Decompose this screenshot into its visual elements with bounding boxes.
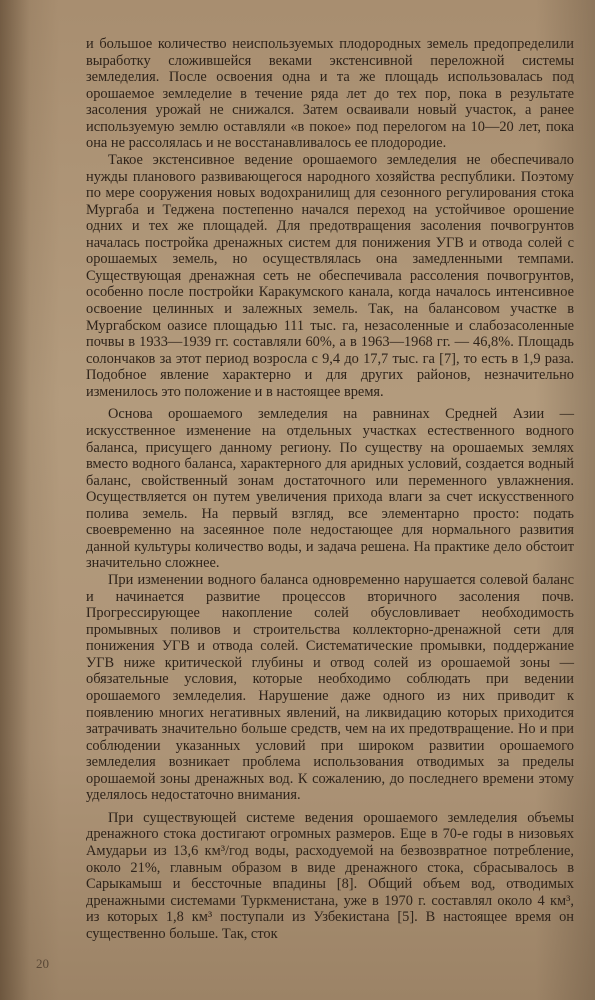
page-body-text: [86, 36, 574, 942]
paragraph-1: и большое количество неиспользуемых плодородных земель предопределили выработку сложившейся веками экстенсивной переложной системы земледелия. После освоения одна и та же площадь использовалась под орошаемое земледелие в течение ряда лет до тех пор, пока в результате засоления урожай не снижался. Затем осваивали новый участок, а ранее используемую землю оставляли «в покое» под перелогом на 10—20 лет, пока она не рассолялась и не восстанавливалось ее плодородие.: [86, 36, 574, 152]
paragraph-5: При существующей системе ведения орошаемого земледелия объемы дренажного стока достигают огромных размеров. Еще в 70-е годы в низовьях Амударьи из 13,6 км³/год воды, расходуемой на безвозвратное потребление, около 21%, главным образом в виде дренажного стока, сбрасывалось в Сарыкамыш и бессточные впадины [8]. Общий объем вод, отводимых дренажными системами Туркменистана, уже в 1970 г. составлял около 4 км³, из которых 1,8 км³ поступали из Узбекистана [5]. В настоящее время он существенно больше. Так, сток: [86, 809, 574, 942]
paragraph-2: Такое экстенсивное ведение орошаемого земледелия не обеспечивало нужды планового развивающегося народного хозяйства республики. Поэтому по мере сооружения новых водохранилищ для сезонного регулирования стока Мургаба и Теджена постепенно начался переход на устойчивое орошение одних и тех же площадей. Для предотвращения засоления почвогрунтов началась постройка дренажных систем для понижения УГВ и отвода солей с орошаемых земель, но осуществлялась она замедленными темпами. Существующая дренажная сеть не обеспечивала рассоления почвогрунтов, особенно после постройки Каракумского канала, когда началось интенсивное освоение целинных и залежных земель. Так, на балансовом участке в Мургабском оазисе площадью 111 тыс. га, незасоленные и слабозасоленные почвы в 1933—1939 гг. составляли 60%, а в 1963—1968 гг. — 46,8%. Площадь солончаков за этот период возросла с 9,4 до 17,7 тыс. га [7], то есть в 1,9 раза. Подобное явление характерно и для других районов, незначительно изменилось это положение и в настоящее время.: [86, 151, 574, 400]
page-number: 20: [36, 956, 49, 971]
paragraph-4: При изменении водного баланса одновременно нарушается солевой баланс и начинается развитие процессов вторичного засоления почв. Прогрессирующее накопление солей обусловливает необходимость промывных поливов и строительства коллекторно-дренажной сети для понижения УГВ и отвода солей. Систематические промывки, поддержание УГВ ниже критической глубины и отвод солей из орошаемой зоны — обязательные условия, которые необходимо соблюдать при ведении орошаемого земледелия. Нарушение даже одного из них приводит к появлению многих негативных явлений, на ликвидацию которых приходится затрачивать значительно больше средств, чем на их предотвращение. Но и при соблюдении указанных условий при широком развитии орошаемого земледелия возникает проблема использования отводимых за пределы орошаемой зоны дренажных вод. К сожалению, до последнего времени этому уделялось недостаточно внимания.: [86, 572, 574, 804]
paragraph-3: Основа орошаемого земледелия на равнинах Средней Азии — искусственное изменение на отдельных участках естественного водного баланса, присущего данному региону. По существу на орошаемых землях вместо водного баланса, характерного для аридных условий, создается водный баланс, свойственный зонам достаточного или переменного увлажнения. Осуществляется он путем увеличения прихода влаги за счет искусственного полива земель. На первый взгляд, все элементарно просто: подать своевременно на засеянное поле недостающее для нормального развития данной культуры количество воды, и задача решена. На практике дело обстоит значительно сложнее.: [86, 406, 574, 572]
